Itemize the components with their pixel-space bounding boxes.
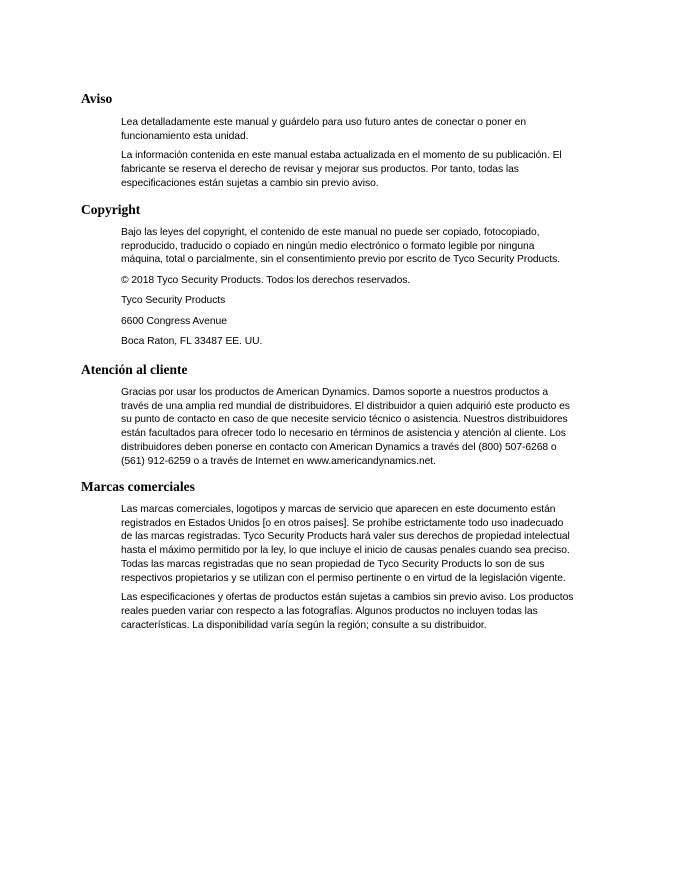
- aviso-paragraph-1: Lea detalladamente este manual y guárdelo para uso futuro antes de conectar o poner en funcionamiento esta unidad.: [121, 117, 526, 142]
- marcas-section: [121, 503, 577, 638]
- atencion-paragraph: Gracias por usar los productos de American Dynamics. Damos soporte a nuestros productos a través de una amplia red mundial de distribuidores. El distribuidor a quien adquirió este producto es su punto de contacto en caso de que necesite servicio técnico o asistencia. Nuestros distribuidores están facultados para ofrecer todo lo necesario en términos de asistencia y atención al cliente. Los distribuidores deben ponerse en contacto con American Dynamics a través del (800) 507-6268 o (561) 912-6259 o a través de Internet en www.americandynamics.net.: [121, 387, 570, 467]
- company-name: Tyco Security Products: [121, 295, 226, 307]
- atencion-section: [121, 386, 577, 474]
- marcas-paragraph-2: Las especificaciones y ofertas de productos están sujetas a cambios sin previo aviso. Los productos reales pueden variar con respecto a las fotografías. Algunos productos no incluyen todas las características. La disponibilidad varía según la región; consulte a su distribuidor.: [121, 592, 574, 631]
- copyright-heading: Copyright: [81, 202, 141, 217]
- aviso-paragraph-2: La información contenida en este manual estaba actualizada en el momento de su publicación. El fabricante se reserva el derecho de revisar y mejorar sus productos. Por tanto, todas las especificaciones están sujetas a cambio sin previo aviso.: [121, 150, 562, 189]
- marcas-paragraph-1: Las marcas comerciales, logotipos y marcas de servicio que aparecen en este documento están registrados en Estados Unidos [o en otros países]. Se prohíbe estrictamente todo uso inadecuado de las marcas registradas. Tyco Security Products hará valer sus derechos de propiedad intelectual hasta el máximo permitido por la ley, lo que incluye el inicio de causas penales cuando sea preciso. Todas las marcas registradas que no sean propiedad de Tyco Security Products lo son de sus respectivos propietarios y se utilizan con el permiso pertinente o en virtud de la legislación vigente.: [121, 504, 570, 584]
- company-street: 6600 Congress Avenue: [121, 315, 227, 327]
- copyright-paragraph: Bajo las leyes del copyright, el contenido de este manual no puede ser copiado, fotocopiado, reproducido, traducido o copiado en ningún medio electrónico o formato legible por ninguna máquina, total o parcialmente, sin el consentimiento previo por escrito de Tyco Security Products.: [121, 227, 561, 266]
- atencion-heading: Atención al cliente: [81, 362, 188, 377]
- aviso-heading: Aviso: [81, 91, 113, 106]
- aviso-section: [121, 116, 577, 197]
- company-city: Boca Raton, FL 33487 EE. UU.: [121, 336, 263, 348]
- copyright-notice: © 2018 Tyco Security Products. Todos los derechos reservados.: [121, 274, 411, 286]
- marcas-heading: Marcas comerciales: [81, 479, 195, 494]
- copyright-section: [121, 226, 577, 356]
